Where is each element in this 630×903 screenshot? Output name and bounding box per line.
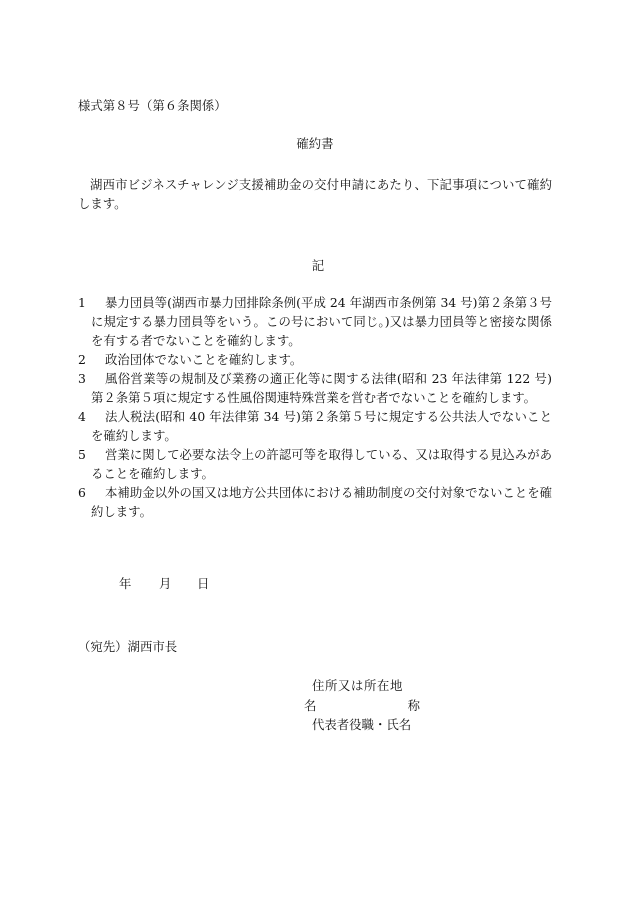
list-item bbox=[78, 407, 552, 445]
item-text: 風俗営業等の規制及び業務の適正化等に関する法律(昭和 23 年法律第 122 号)第２条第５項に規定する性風俗関連特殊営業を営む者でないことを確約します。 bbox=[91, 371, 552, 405]
representative-label: 代表者役職・氏名 bbox=[312, 717, 412, 732]
item-number: 6 bbox=[78, 485, 86, 500]
name-label bbox=[304, 696, 420, 716]
item-number: 5 bbox=[78, 447, 86, 462]
item-text: 営業に関して必要な法令上の許認可等を取得している、又は取得する見込みがあることを確約します。 bbox=[91, 447, 552, 481]
item-number: 4 bbox=[78, 409, 86, 424]
item-number: 1 bbox=[78, 295, 86, 310]
name-label-second: 称 bbox=[407, 697, 420, 713]
signature-block bbox=[304, 676, 444, 735]
item-number: 2 bbox=[78, 352, 86, 367]
document-title: 確約書 bbox=[296, 136, 334, 151]
list-item bbox=[78, 369, 552, 407]
form-number: 様式第８号（第６条関係） bbox=[78, 98, 227, 113]
date-day-label: 日 bbox=[197, 576, 210, 591]
address-label: 住所又は所在地 bbox=[312, 678, 403, 693]
ki-heading: 記 bbox=[311, 258, 325, 273]
item-text: 暴力団員等(湖西市暴力団排除条例(平成 24 年湖西市条例第 34 号)第２条第３号に規定する暴力団員等をいう。この号において同じ。)又は暴力団員等と密接な関係を有する者でないことを確約します。 bbox=[91, 295, 552, 348]
item-text: 法人税法(昭和 40 年法律第 34 号)第２条第５号に規定する公共法人でないことを確約します。 bbox=[91, 409, 552, 443]
pledge-list bbox=[78, 293, 552, 521]
date-line bbox=[119, 574, 209, 593]
list-item bbox=[78, 293, 552, 350]
date-year-label: 年 bbox=[119, 576, 132, 591]
intro-paragraph: 湖西市ビジネスチャレンジ支援補助金の交付申請にあたり、下記事項について確約します。 bbox=[78, 177, 552, 211]
item-text: 政治団体でないことを確約します。 bbox=[105, 352, 303, 367]
list-item bbox=[78, 445, 552, 483]
list-item bbox=[78, 483, 552, 521]
name-label-first: 名 bbox=[304, 697, 317, 713]
item-number: 3 bbox=[78, 371, 86, 386]
item-text: 本補助金以外の国又は地方公共団体における補助制度の交付対象でないことを確約します。 bbox=[91, 485, 552, 519]
date-month-label: 月 bbox=[159, 576, 172, 591]
addressee: （宛先）湖西市長 bbox=[78, 639, 178, 654]
list-item bbox=[78, 350, 552, 369]
